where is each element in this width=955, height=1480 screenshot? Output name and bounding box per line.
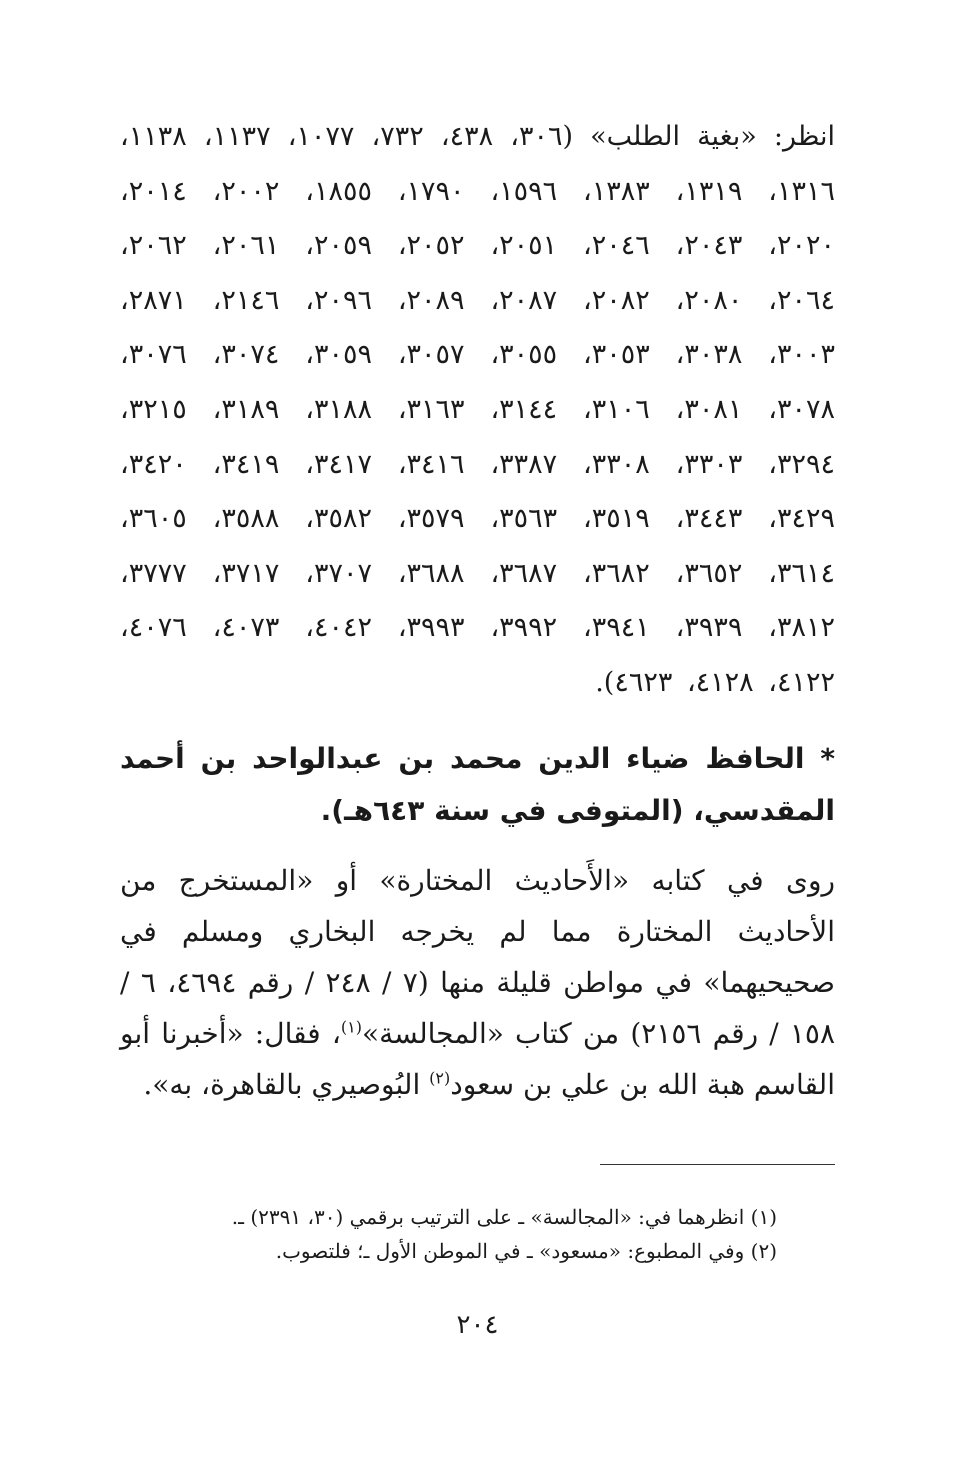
reference-number: ٣٢٩٤، <box>768 448 835 480</box>
reference-number: ٣٠٣٨، <box>675 339 743 371</box>
reference-number: ٣٠٧٤، <box>212 339 280 371</box>
body-paragraph <box>120 855 835 1110</box>
reference-number: ٤١٢٨، <box>686 666 754 698</box>
footnote-1: (١) انظرهما في: «المجالسة» ـ على الترتيب برقمي (٣٠، ٢٣٩١) ـ. <box>231 1205 777 1229</box>
reference-number: ٣٤١٧، <box>305 448 372 480</box>
reference-number: ٣٦٨٢، <box>583 557 650 589</box>
reference-number: ٣٧٠٧، <box>305 557 372 589</box>
reference-number: ٢٠٦١، <box>212 230 280 262</box>
reference-number: ٣٣٨٧، <box>490 448 558 480</box>
reference-number: ٢٠٩٦، <box>305 284 372 316</box>
reference-number: ١٥٩٦، <box>490 175 558 207</box>
reference-number: ٣٤١٦، <box>397 448 465 480</box>
reference-number: ١٣٨٣، <box>583 175 650 207</box>
reference-number: ٢٠٥٩، <box>305 230 372 262</box>
reference-number: ٤٠٤٢، <box>305 612 372 644</box>
reference-number: ٣٧٧٧، <box>120 557 187 589</box>
reference-number: ٢٠٨٧، <box>490 284 558 316</box>
reference-number: ٢٠٨٢، <box>583 284 650 316</box>
reference-number: ٣٠٧٨، <box>768 393 835 425</box>
reference-number: ٣٠٧٦، <box>120 339 187 371</box>
page-number: ٢٠٤ <box>456 1310 499 1340</box>
reference-number: ١٣١٦، <box>768 175 835 207</box>
paragraph-part-1: روى في كتابه «الأَحاديث المختارة» أو «المستخرج من الأحاديث المختارة مما لم يخرجه البخاري ومسلم في صحيحيهما» في مواطن قليلة منها (٧ / ٢٤٨ / رقم ٤٦٩٤، ٦ / ١٥٨ / رقم ٢١٥٦) من كتاب «المجالسة» <box>120 863 836 1050</box>
reference-number: ١٨٥٥، <box>305 175 372 207</box>
reference-number: ٢٠٦٢، <box>120 230 187 262</box>
reference-number: ٢٠٤٦، <box>583 230 650 262</box>
reference-number: ٢٠٥٢، <box>397 230 465 262</box>
reference-number: ٣٩٩٢، <box>490 612 558 644</box>
section-heading: * الحافظ ضياء الدين محمد بن عبدالواحد بن أحمد المقدسي، (المتوفى في سنة ٦٤٣هـ). <box>120 741 835 827</box>
reference-number: ٣١٨٨، <box>305 393 372 425</box>
reference-number: ٤٠٧٦، <box>120 612 187 644</box>
reference-number: ٢٠٠٢، <box>212 175 280 207</box>
reference-number: ٣١٨٩، <box>212 393 280 425</box>
reference-number: ٢٠٨٩، <box>397 284 465 316</box>
reference-number: ٣٥١٩، <box>583 503 650 535</box>
reference-number: ٣٩٣٩، <box>675 612 743 644</box>
references-last: ٤٦٢٣). <box>595 666 673 698</box>
reference-number: ١١٣٨، <box>120 121 187 152</box>
reference-number: ٣٤٢٠، <box>120 448 187 480</box>
reference-number: ٣٩٤١، <box>583 612 650 644</box>
reference-number: ٢٠٦٤، <box>768 284 835 316</box>
footnote-separator <box>600 1164 835 1165</box>
reference-number: ٢٠٤٣، <box>675 230 743 262</box>
reference-number: ٢٨٧١، <box>120 284 187 316</box>
reference-number: ٢٠٢٠، <box>768 230 835 262</box>
footnotes <box>120 1200 777 1268</box>
reference-number: ٣٠٠٣، <box>768 339 835 371</box>
reference-number: ٣٦١٤، <box>768 557 835 589</box>
reference-number: ١٣١٩، <box>675 175 743 207</box>
reference-number: ٣٣٠٣، <box>675 448 743 480</box>
reference-number: ٣٨١٢، <box>768 612 835 644</box>
footnote-marker-1[interactable]: (١) <box>340 1017 362 1037</box>
reference-number: ٣٤٢٩، <box>768 503 835 535</box>
reference-number: ٢٠١٤، <box>120 175 187 207</box>
paragraph-part-2: ، فقال: «أخبرنا أبو القاسم هبة الله بن علي بن سعود <box>120 1016 835 1101</box>
reference-number: ٣١٤٤، <box>490 393 558 425</box>
reference-number: ٣٩٩٣، <box>397 612 465 644</box>
reference-number: ٣١٠٦، <box>583 393 650 425</box>
reference-number: ٣٦٨٧، <box>490 557 558 589</box>
reference-number: ٣٥٦٣، <box>490 503 558 535</box>
reference-number: ٣١٦٣، <box>397 393 465 425</box>
reference-number: ١٧٩٠، <box>397 175 465 207</box>
reference-number: ٣٥٨٨، <box>212 503 280 535</box>
reference-number: ٣٥٧٩، <box>397 503 465 535</box>
references-list <box>120 110 835 711</box>
references-intro: انظر: «بغية الطلب» (٣٠٦، ٤٣٨، ٧٣٢، ١٠٧٧، ١١٣٧، <box>203 121 836 152</box>
reference-number: ٤٠٧٣، <box>212 612 280 644</box>
reference-numbers <box>120 121 835 698</box>
book-page <box>120 110 835 1410</box>
reference-number: ٣٦٠٥، <box>120 503 187 535</box>
reference-number: ٣٥٨٢، <box>305 503 372 535</box>
reference-number: ٣٠٥٧، <box>397 339 465 371</box>
reference-number: ٣٠٥٥، <box>490 339 558 371</box>
reference-number: ٢١٤٦، <box>212 284 280 316</box>
reference-number: ٣٦٥٢، <box>675 557 743 589</box>
paragraph-part-3: البُوصيري بالقاهرة، به». <box>143 1067 430 1101</box>
footnote-2: (٢) وفي المطبوع: «مسعود» ـ في الموطن الأول ـ؛ فلتصوب. <box>275 1239 777 1263</box>
reference-number: ٣٤١٩، <box>212 448 280 480</box>
reference-number: ٣٠٥٩، <box>305 339 372 371</box>
reference-number: ٣٧١٧، <box>212 557 280 589</box>
reference-number: ٢٠٥١، <box>490 230 558 262</box>
reference-number: ٣٣٠٨، <box>583 448 650 480</box>
reference-number: ٢٠٨٠، <box>675 284 743 316</box>
reference-number: ٣٢١٥، <box>120 393 187 425</box>
reference-number: ٣٦٨٨، <box>397 557 465 589</box>
reference-number: ٣٠٥٣، <box>583 339 650 371</box>
reference-number: ٣٤٤٣، <box>675 503 743 535</box>
reference-number: ٤١٢٢، <box>768 666 835 698</box>
footnote-marker-2[interactable]: (٢) <box>429 1068 451 1088</box>
reference-number: ٣٠٨١، <box>675 393 743 425</box>
